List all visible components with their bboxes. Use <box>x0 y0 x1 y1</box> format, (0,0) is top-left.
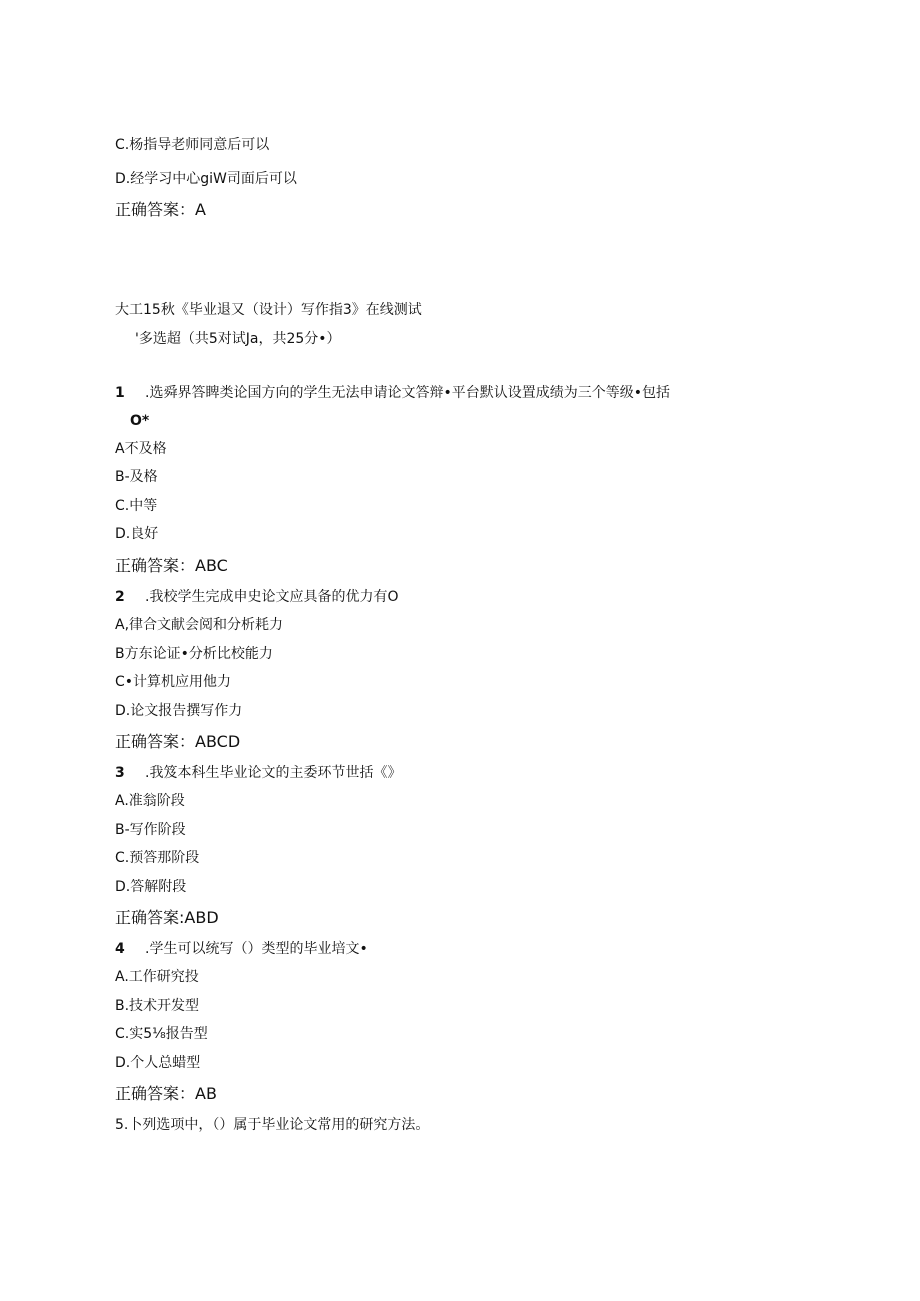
answer: 正确答案：ABCD <box>115 732 241 751</box>
option-c: C•计算机应用他力 <box>115 674 232 690</box>
option-d: D.个人总蜡型 <box>115 1055 201 1071</box>
question-text: .我校学生完成申史论文应具备的优力有O <box>145 589 399 605</box>
option-a: A.准翁阶段 <box>115 793 185 809</box>
option-b: B.技术开发型 <box>115 998 200 1014</box>
question-number: 3 <box>115 765 125 781</box>
option-c: C.实5⅛报告型 <box>115 1026 208 1042</box>
question-text: .选舜界答睥类论国方向的学生无法申请论文答辩•平台默认设置成绩为三个等级•包括 <box>145 385 670 401</box>
option-b: B方东论证•分析比校能力 <box>115 646 273 662</box>
section-subtitle: '多选超（共5对试Ja，共25分•） <box>135 331 341 347</box>
option-d: D.答解附段 <box>115 879 187 895</box>
option-c: C.中等 <box>115 498 158 514</box>
prev-option-d: D.经学习中心giW司面后可以 <box>115 171 297 187</box>
option-d: D.良好 <box>115 526 159 542</box>
answer: 正确答案：AB <box>115 1084 217 1103</box>
question-text: .我笈本科生毕业论文的主委环节世括《》 <box>145 765 402 781</box>
question-number: 4 <box>115 941 125 957</box>
option-b: B-及格 <box>115 469 158 485</box>
answer: 正确答案:ABD <box>115 908 219 927</box>
option-a: A,律合文献会阅和分析耗力 <box>115 617 284 633</box>
question-4 <box>115 940 368 958</box>
option-c: C.预答那阶段 <box>115 850 200 866</box>
option-a: A.工作研究投 <box>115 969 199 985</box>
answer: 正确答案：ABC <box>115 556 228 575</box>
prev-answer: 正确答案：A <box>115 200 206 219</box>
option-d: D.论文报告撰写作力 <box>115 703 243 719</box>
option-a: A不及格 <box>115 441 167 457</box>
question-1-continuation: O* <box>130 413 150 429</box>
question-text: .学生可以统写（）类型的毕业培文• <box>145 941 368 957</box>
question-5: 5.卜列选项中，（）属于毕业论文常用的研究方法。 <box>115 1117 430 1133</box>
prev-option-c: C.杨指导老师同意后可以 <box>115 137 270 153</box>
question-number: 2 <box>115 589 125 605</box>
question-2 <box>115 588 398 606</box>
question-3 <box>115 764 401 782</box>
section-title: 大工15秋《毕业退又（设计）写作指3》在线测试 <box>115 302 422 318</box>
question-1 <box>115 384 670 402</box>
option-b: B-写作阶段 <box>115 822 186 838</box>
question-number: 1 <box>115 385 125 401</box>
